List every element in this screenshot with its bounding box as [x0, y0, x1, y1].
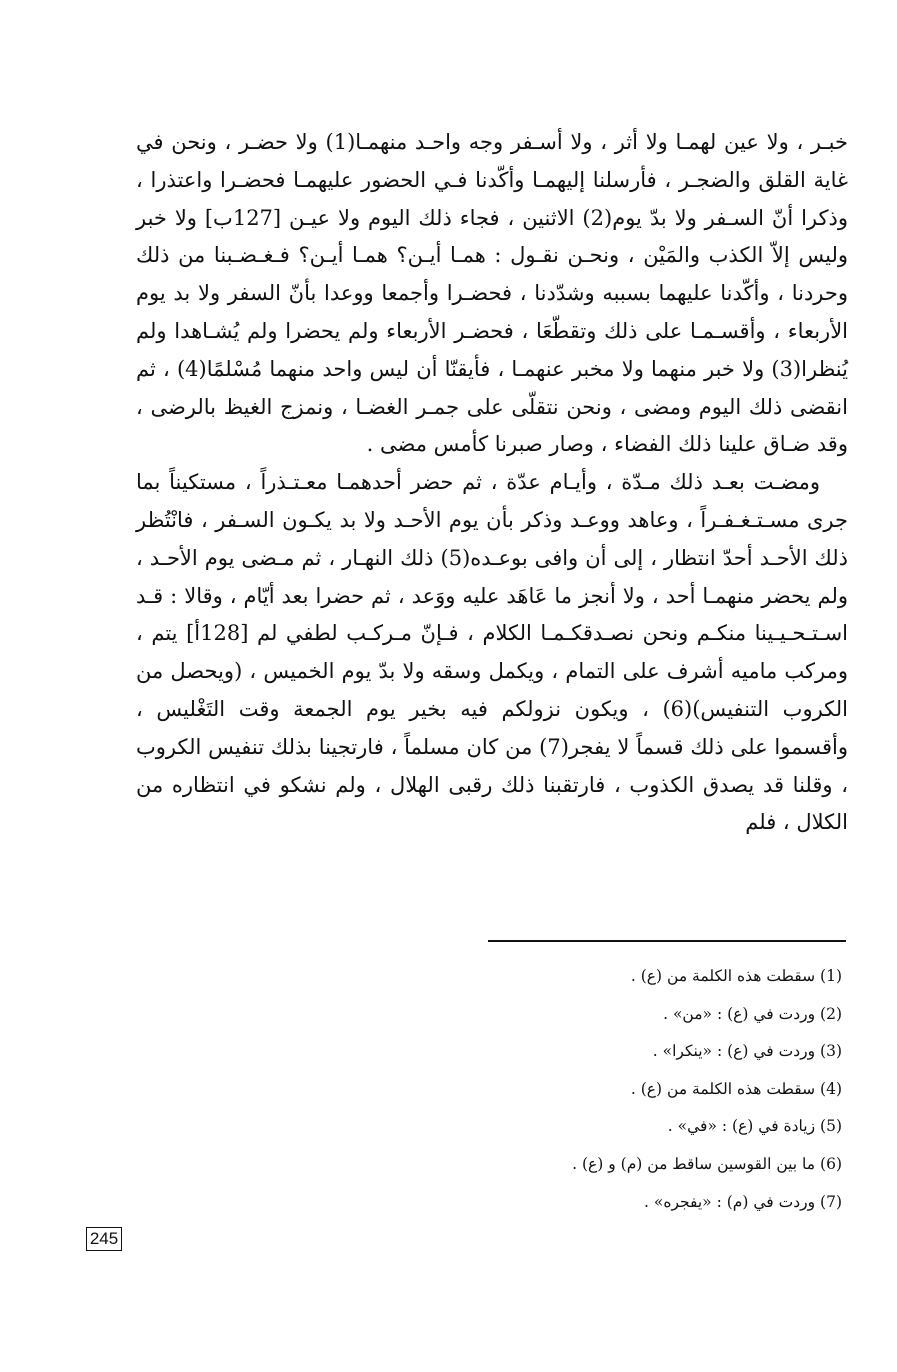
footnote-6: (6) ما بين القوسين ساقط من (م) و (ع) . — [572, 1154, 842, 1173]
footnotes — [440, 958, 842, 1221]
footnote-7: (7) وردت في (م) : «يفجره» . — [644, 1192, 842, 1211]
footnote-4: (4) سقطت هذه الكلمة من (ع) . — [630, 1079, 842, 1098]
footnote-divider — [488, 940, 846, 942]
paragraph-2: ومضـت بعـد ذلك مـدّة ، وأيـام عدّة ، ثم حضر أحدهمـا معـتـذراً ، مستكيناً بما جرى مسـتـغـفـراً ، وعاهد ووعـد وذكر بأن يوم الأحـد ولا بد يكـون السـفر ، فانْتُظر ذلك الأحـد أحدّ انتظار ، إلى أن وافى بوعـده(5) ذلك النهـار ، ثم مـضى يوم الأحـد ، ولم يحضر منهمـا أحد ، ولا أنجز ما عَاهَد عليه ووَعد ، ثم حضرا بعد أيّام ، وقالا : قـد اسـتـحـيـينا منكـم ونحن نصـدقكـمـا الكلام ، فـإنّ مـركـب لطفي لم [128أ] يتم ، ومركب ماميه أشرف على التمام ، ويكمل وسقه ولا بدّ يوم الخميس ، (ويحصل من الكروب التنفيس)(6) ، ويكون نزولكم فيه بخير يوم الجمعة وقت التَغْليس ، وأقسموا على ذلك قسماً لا يفجر(7) من كان مسلماً ، فارتجينا بذلك تنفيس الكروب ، وقلنا قد يصدق الكذوب ، فارتقبنا ذلك رقبى الهلال ، ولم نشكو في انتظاره من الكلال ، فلم — [136, 470, 849, 835]
main-text — [136, 124, 848, 842]
footnote-2: (2) وردت في (ع) : «من» . — [663, 1004, 842, 1023]
footnote-5: (5) زيادة في (ع) : «في» . — [667, 1117, 842, 1136]
page-number: 245 — [86, 1227, 122, 1251]
paragraph-1: خبـر ، ولا عين لهمـا ولا أثر ، ولا أسـفر وجه واحـد منهمـا(1) ولا حضـر ، ونحن في غاية القلق والضجـر ، فأرسلنا إليهمـا وأكّدنا فـي الحضور عليهمـا فحضـرا واعتذرا ، وذكرا أنّ السـفر ولا بدّ يوم(2) الاثنين ، فجاء ذلك اليوم ولا عيـن [127ب] ولا خبر وليس إلاّ الكذب والمَيْن ، ونحـن نقـول : همـا أيـن؟ همـا أيـن؟ فـغـضـبنا من ذلك وحردنا ، وأكّدنا عليهما بسببه وشدّدنا ، فحضـرا وأجمعا ووعدا بأنّ السفر ولا بد يوم الأربعاء ، وأقسـمـا على ذلك وتقطّعَا ، فحضـر الأربعاء ولم يحضرا ولم يُشـاهدا ولم يُنظرا(3) ولا خبر منهما ولا مخبر عنهمـا ، فأيقنّا أن ليس واحد منهما مُسْلمًا(4) ، ثم انقضى ذلك اليوم ومضى ، ونحن نتقلّى على جمـر الغضـا ، ونمزج الغيظ بالرضى ، وقد ضـاق علينا ذلك الفضاء ، وصار صبرنا كأمس مضى . — [136, 130, 848, 457]
footnote-1: (1) سقطت هذه الكلمة من (ع) . — [630, 967, 842, 985]
footnote-3: (3) وردت في (ع) : «ينكرا» . — [652, 1042, 842, 1061]
